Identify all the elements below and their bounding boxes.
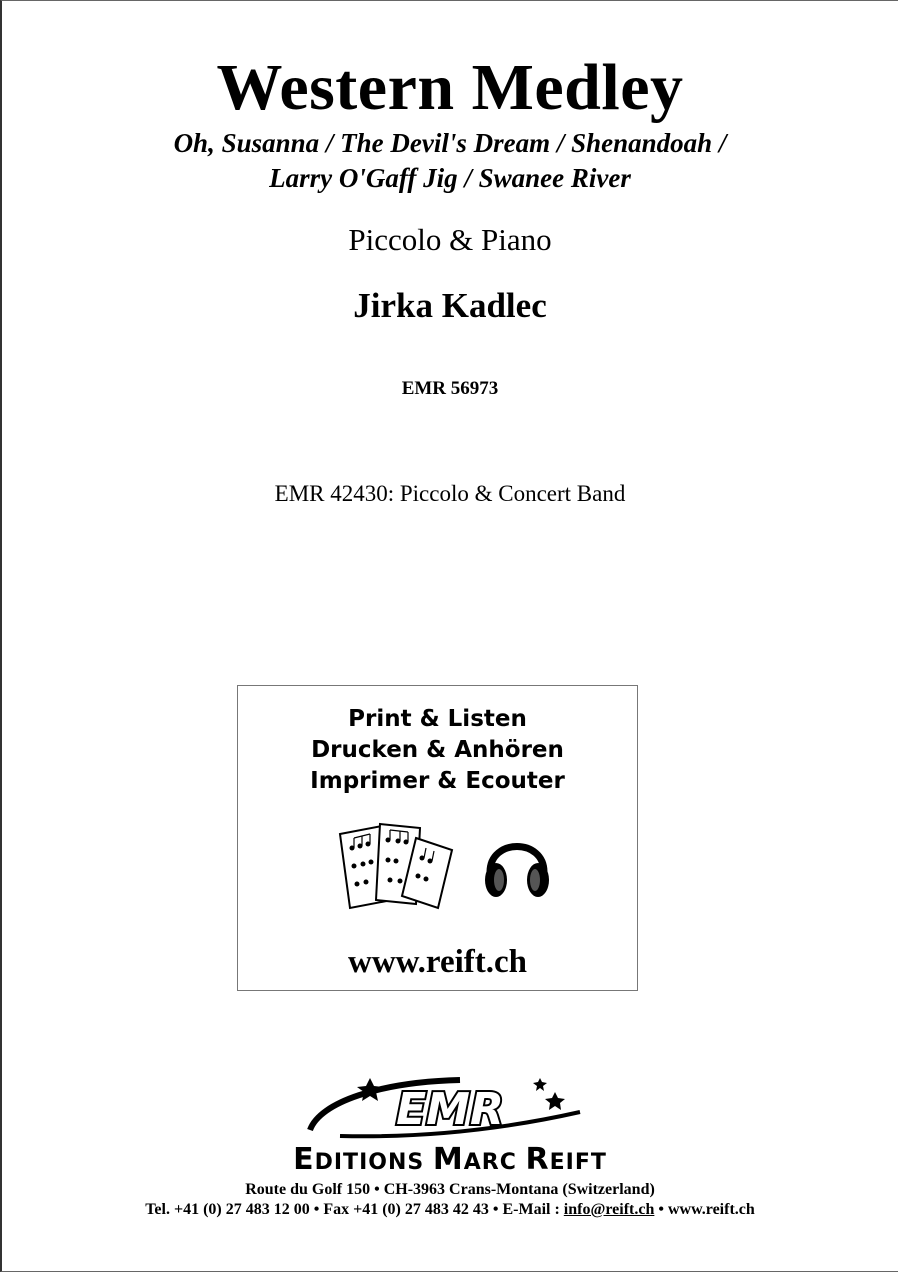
publisher-word-marc: ARC bbox=[463, 1150, 526, 1175]
emr-logo bbox=[300, 1072, 600, 1142]
promo-website[interactable]: www.reift.ch bbox=[347, 944, 528, 980]
headphones-icon bbox=[482, 826, 552, 906]
print-listen-box bbox=[237, 685, 638, 991]
page-title: Western Medley bbox=[216, 51, 684, 124]
publisher-initial-r: R bbox=[525, 1142, 550, 1177]
email-link[interactable]: info@reift.ch bbox=[563, 1201, 655, 1218]
publisher-address: Route du Golf 150 • CH-3963 Crans-Montana (Switzerland) bbox=[245, 1181, 655, 1198]
publisher-initial-e: E bbox=[293, 1142, 315, 1177]
publisher-initial-m: M bbox=[432, 1142, 464, 1177]
publisher-name bbox=[0, 1142, 900, 1177]
composer-name: Jirka Kadlec bbox=[353, 286, 547, 325]
also-available-note: EMR 42430: Piccolo & Concert Band bbox=[274, 481, 626, 506]
publisher-word-editions: DITIONS bbox=[314, 1150, 433, 1175]
promo-line-en: Print & Listen bbox=[348, 706, 527, 732]
logo-text: EMR bbox=[396, 1084, 504, 1135]
publisher-word-reift: EIFT bbox=[549, 1150, 607, 1175]
promo-line-de: Drucken & Anhören bbox=[311, 737, 564, 763]
subtitle-line-1: Oh, Susanna / The Devil's Dream / Shenandoah / bbox=[173, 128, 727, 158]
promo-line-fr: Imprimer & Ecouter bbox=[310, 768, 565, 794]
subtitle-line-2: Larry O'Gaff Jig / Swanee River bbox=[269, 163, 631, 193]
instrumentation: Piccolo & Piano bbox=[348, 222, 552, 257]
catalog-number: EMR 56973 bbox=[401, 378, 499, 399]
contact-website: • www.reift.ch bbox=[654, 1201, 755, 1218]
sheet-music-icon bbox=[330, 820, 470, 910]
publisher-contact bbox=[0, 1201, 900, 1219]
contact-phone-fax: Tel. +41 (0) 27 483 12 00 • Fax +41 (0) 27 483 42 43 • E-Mail : bbox=[145, 1201, 564, 1218]
